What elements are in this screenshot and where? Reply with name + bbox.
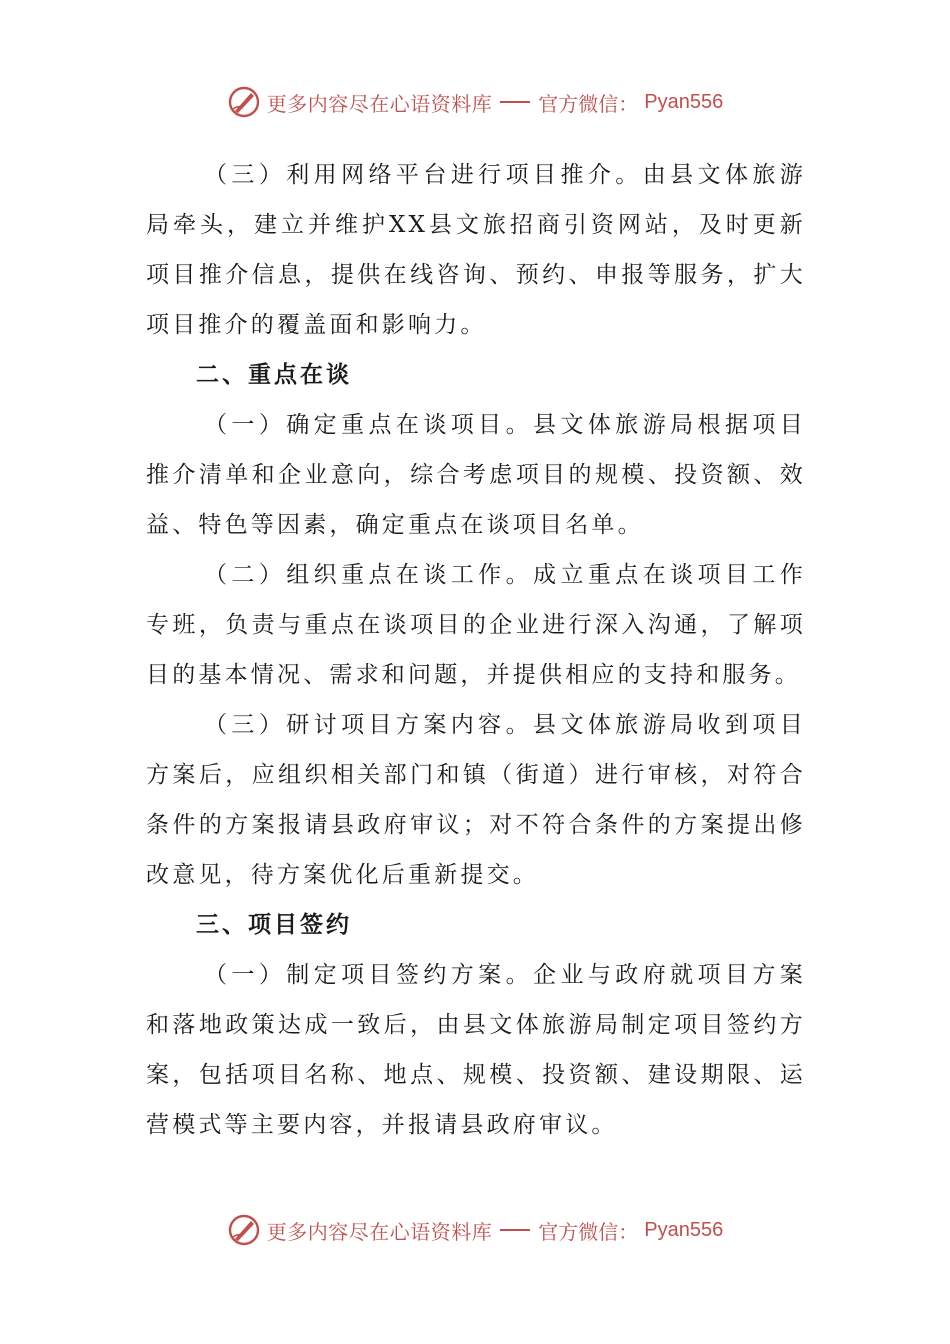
paragraph-review-project-plans: （三）研讨项目方案内容。县文体旅游局收到项目方案后，应组织相关部门和镇（街道）进行审核，对符合条件的方案报请县政府审议；对不符合条件的方案提出修改意见，待方案优化后重新提交。 [146, 712, 806, 888]
paragraph-signing-plan: （一）制定项目签约方案。企业与政府就项目方案和落地政策达成一致后，由县文体旅游局制定项目签约方案，包括项目名称、地点、规模、投资额、建设期限、运营模式等主要内容，并报请县政府审议。 [146, 962, 806, 1138]
banner-text: 更多内容尽在心语资料库 [266, 91, 493, 116]
banner-text: 更多内容尽在心语资料库 [266, 1219, 493, 1244]
banner-dash [500, 101, 530, 103]
section-heading-key-negotiations: 二、重点在谈 [196, 362, 352, 388]
paragraph-determine-key-projects: （一）确定重点在谈项目。县文体旅游局根据项目推介清单和企业意向，综合考虑项目的规模、投资额、效益、特色等因素，确定重点在谈项目名单。 [146, 412, 806, 538]
banner-contact-id: Pyan556 [644, 1218, 724, 1241]
banner-contact-label: 官方微信： [538, 1219, 639, 1244]
header-watermark-banner [0, 82, 950, 122]
footer-watermark-banner [0, 1210, 950, 1250]
quill-pen-icon [227, 85, 261, 119]
banner-contact-label: 官方微信： [538, 91, 639, 116]
paragraph-organize-negotiations: （二）组织重点在谈工作。成立重点在谈项目工作专班，负责与重点在谈项目的企业进行深入沟通，了解项目的基本情况、需求和问题，并提供相应的支持和服务。 [146, 562, 806, 688]
paragraph-platform-promotion: （三）利用网络平台进行项目推介。由县文体旅游局牵头，建立并维护XX县文旅招商引资网站，及时更新项目推介信息，提供在线咨询、预约、申报等服务，扩大项目推介的覆盖面和影响力。 [146, 162, 806, 338]
quill-pen-icon [227, 1213, 261, 1247]
section-heading-project-signing: 三、项目签约 [196, 912, 352, 938]
banner-contact-id: Pyan556 [644, 90, 724, 113]
banner-dash [500, 1229, 530, 1231]
document-body [146, 150, 806, 1150]
